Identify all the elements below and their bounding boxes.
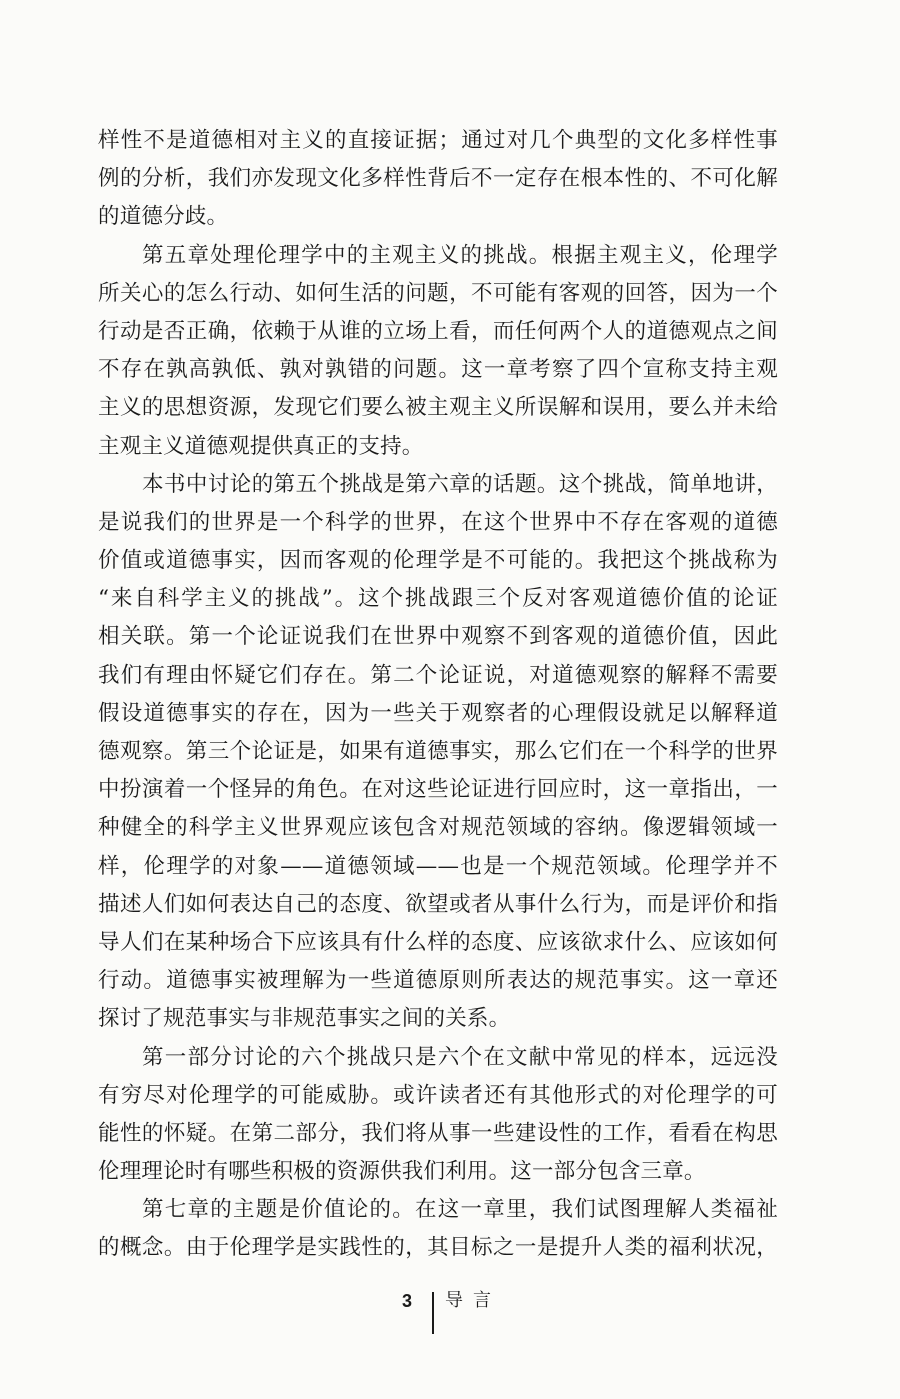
text-line: 样，伦理学的对象——道德领域——也是一个规范领域。伦理学并不	[98, 853, 778, 879]
text-line: 能性的怀疑。在第二部分，我们将从事一些建设性的工作，看看在构思	[98, 1120, 778, 1146]
text-line: 种健全的科学主义世界观应该包含对规范领域的容纳。像逻辑领域一	[98, 815, 778, 841]
text-line: 的道德分歧。	[98, 204, 229, 230]
text-line: “来自科学主义的挑战”。这个挑战跟三个反对客观道德价值的论证	[98, 586, 778, 612]
text-line: 探讨了规范事实与非规范事实之间的关系。	[98, 1006, 511, 1032]
text-line: 样性不是道德相对主义的直接证据；通过对几个典型的文化多样性事	[98, 128, 778, 153]
text-line: 的概念。由于伦理学是实践性的，其目标之一是提升人类的福利状况，	[98, 1235, 778, 1261]
text-line: 例的分析，我们亦发现文化多样性背后不一定存在根本性的、不可化解	[98, 166, 778, 192]
paragraph-start-line: 第一部分讨论的六个挑战只是六个在文献中常见的样本，远远没	[142, 1044, 778, 1070]
text-line: 描述人们如何表达自己的态度、欲望或者从事什么行为，而是评价和指	[98, 891, 778, 917]
text-line: 是说我们的世界是一个科学的世界，在这个世界中不存在客观的道德	[98, 509, 778, 535]
text-line: 我们有理由怀疑它们存在。第二个论证说，对道德观察的解释不需要	[98, 662, 778, 688]
paragraph-start-line: 本书中讨论的第五个挑战是第六章的话题。这个挑战，简单地讲，	[142, 471, 778, 497]
paragraph-start-line: 第五章处理伦理学中的主观主义的挑战。根据主观主义，伦理学	[142, 242, 778, 268]
paragraph-start-line: 第七章的主题是价值论的。在这一章里，我们试图理解人类福祉	[142, 1197, 778, 1223]
page-number: 3	[402, 1291, 413, 1311]
text-line: 假设道德事实的存在，因为一些关于观察者的心理假设就足以解释道	[98, 700, 778, 726]
page-footer	[0, 1290, 900, 1350]
text-line: 有穷尽对伦理学的可能威胁。或许读者还有其他形式的对伦理学的可	[98, 1082, 778, 1108]
text-line: 行动。道德事实被理解为一些道德原则所表达的规范事实。这一章还	[98, 968, 778, 994]
text-line: 相关联。第一个论证说我们在世界中观察不到客观的道德价值，因此	[98, 624, 778, 650]
body-text	[98, 122, 778, 1268]
text-line: 导人们在某种场合下应该具有什么样的态度、应该欲求什么、应该如何	[98, 929, 778, 955]
running-head: 导言	[445, 1290, 501, 1311]
text-line: 德观察。第三个论证是，如果有道德事实，那么它们在一个科学的世界	[98, 739, 778, 764]
footer-divider	[432, 1292, 434, 1334]
text-line: 主观主义道德观提供真正的支持。	[98, 433, 424, 459]
text-line: 伦理理论时有哪些积极的资源供我们利用。这一部分包含三章。	[98, 1159, 706, 1185]
text-line: 中扮演着一个怪异的角色。在对这些论证进行回应时，这一章指出，一	[98, 777, 778, 803]
text-line: 主义的思想资源，发现它们要么被主观主义所误解和误用，要么并未给	[98, 395, 778, 421]
text-line: 所关心的怎么行动、如何生活的问题，不可能有客观的回答，因为一个	[98, 280, 778, 306]
text-line: 不存在孰高孰低、孰对孰错的问题。这一章考察了四个宣称支持主观	[98, 357, 778, 383]
text-line: 价值或道德事实，因而客观的伦理学是不可能的。我把这个挑战称为	[98, 548, 778, 574]
text-line: 行动是否正确，依赖于从谁的立场上看，而任何两个人的道德观点之间	[98, 318, 778, 344]
